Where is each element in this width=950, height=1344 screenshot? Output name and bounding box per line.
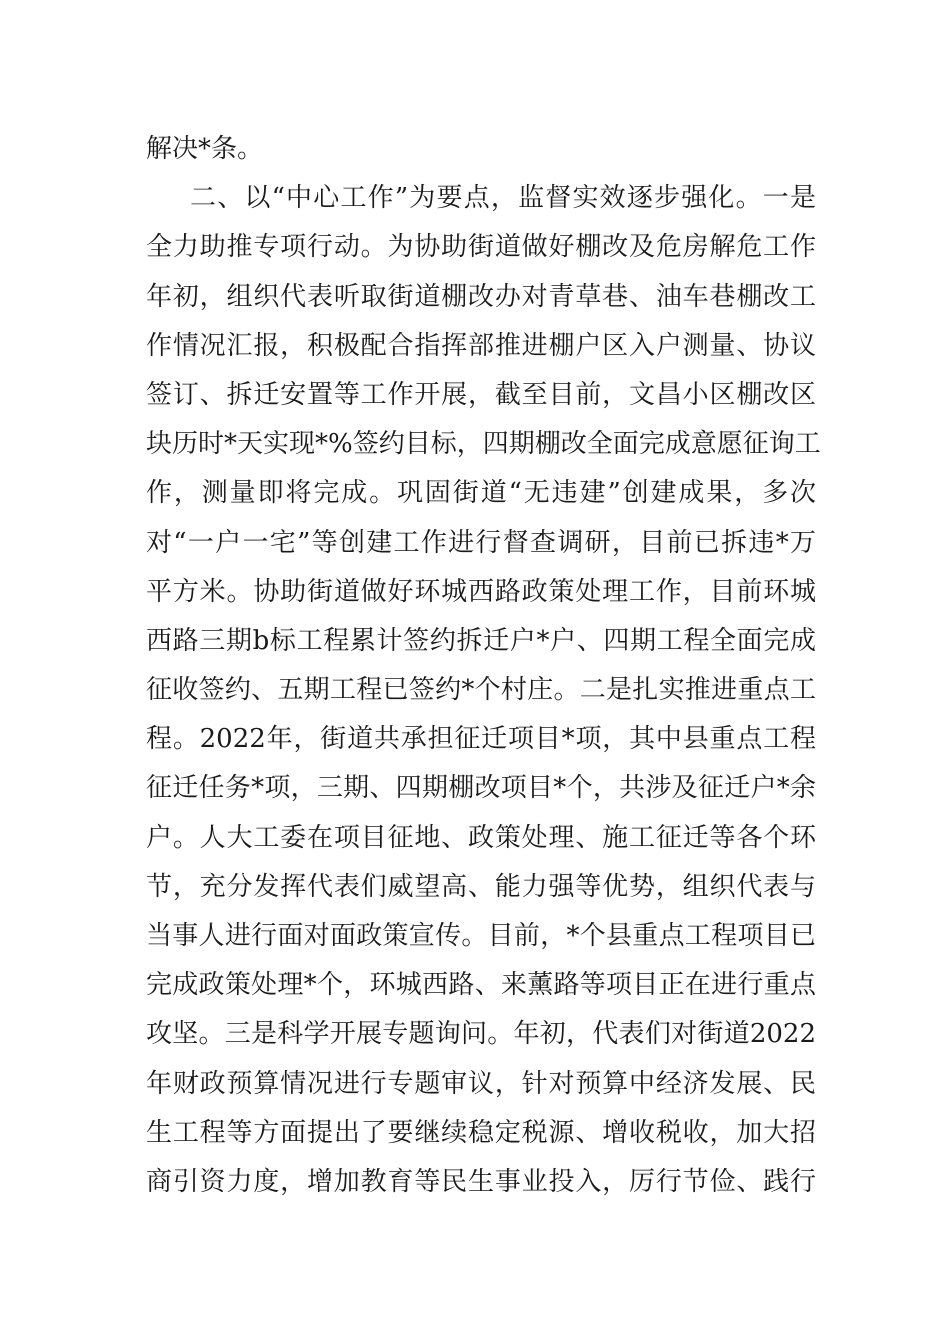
text-line: 西路三期b标工程累计签约拆迁户*户、四期工程全面完成 (146, 625, 816, 656)
text-line: 生工程等方面提出了要继续稳定税源、增收税收，加大招 (146, 1117, 816, 1148)
text-line: 程。2022年，街道共承担征迁项目*项，其中县重点工程 (146, 724, 816, 755)
text-line: 作情况汇报，积极配合指挥部推进棚户区入户测量、协议 (146, 330, 816, 361)
text-line: 当事人进行面对面政策宣传。目前，*个县重点工程项目已 (146, 921, 816, 951)
text-line: 征收签约、五期工程已签约*个村庄。二是扎实推进重点工 (146, 675, 816, 706)
text-line: 作，测量即将完成。巩固街道“无违建”创建成果，多次 (146, 478, 816, 509)
text-line: 块历时*天实现*%签约目标，四期棚改全面完成意愿征询工 (146, 429, 821, 460)
text-line: 攻坚。三是科学开展专题询问。年初，代表们对街道2022 (146, 1019, 816, 1050)
text-line: 平方米。协助街道做好环城西路政策处理工作，目前环城 (146, 576, 816, 607)
text-line: 对“一户一宅”等创建工作进行督查调研，目前已拆违*万 (146, 527, 816, 558)
text-line: 二、以“中心工作”为要点，监督实效逐步强化。一是 (190, 183, 816, 214)
text-line: 节，充分发挥代表们威望高、能力强等优势，组织代表与 (146, 871, 816, 902)
body-text (146, 125, 821, 1207)
text-line: 完成政策处理*个，环城西路、来薰路等项目正在进行重点 (146, 970, 816, 1001)
text-line: 签订、拆迁安置等工作开展，截至目前，文昌小区棚改区 (146, 379, 816, 410)
text-line: 年初，组织代表听取街道棚改办对青草巷、油车巷棚改工 (146, 281, 816, 312)
text-line: 商引资力度，增加教育等民生事业投入，厉行节俭、践行 (146, 1166, 816, 1197)
text-line: 全力助推专项行动。为协助街道做好棚改及危房解危工作 (146, 232, 816, 263)
text-line: 解决*条。 (146, 134, 264, 164)
text-line: 户。人大工委在项目征地、政策处理、施工征迁等各个环 (146, 822, 816, 853)
text-line: 征迁任务*项，三期、四期棚改项目*个，共涉及征迁户*余 (146, 773, 816, 804)
text-line: 年财政预算情况进行专题审议，针对预算中经济发展、民 (146, 1068, 816, 1099)
